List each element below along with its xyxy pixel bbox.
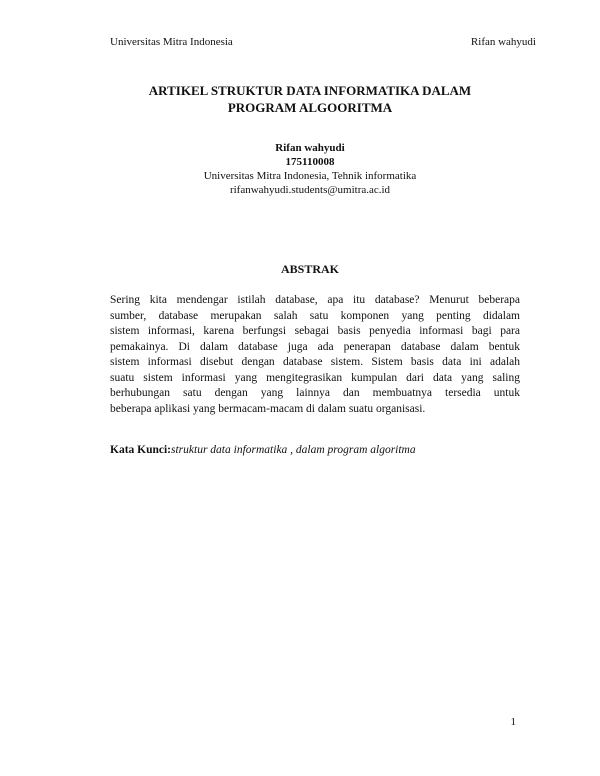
author-affiliation: Universitas Mitra Indonesia, Tehnik informatika [203, 170, 417, 182]
author-block [100, 141, 520, 197]
abstract-heading: ABSTRAK [280, 262, 339, 276]
keywords-label: Kata Kunci: [110, 444, 172, 456]
article-title [100, 82, 520, 116]
header-institution: Universitas Mitra Indonesia [110, 36, 233, 48]
author-email: rifanwahyudi.students@umitra.ac.id [229, 184, 391, 196]
author-name: Rifan wahyudi [275, 142, 345, 154]
header-author: Rifan wahyudi [470, 36, 536, 48]
abstract-body [110, 293, 520, 417]
abstract-line: sistem informasi disebut dengan database sistem. Sistem basis data ini adalah [110, 356, 520, 368]
title-line-1: ARTIKEL STRUKTUR DATA INFORMATIKA DALAM [148, 83, 472, 98]
keywords-value: struktur data informatika , dalam program algoritma [171, 444, 416, 456]
keywords [110, 444, 416, 456]
abstract-line: pemakainya. Di dalam database juga ada penerapan database dalam bentuk [110, 340, 520, 353]
abstract-line: sistem informasi, karena berfungsi sebagai basis penyedia informasi bagi para [110, 325, 520, 337]
title-line-2: PROGRAM ALGOORITMA [227, 100, 393, 115]
abstract-line: suatu sistem informasi yang mengitegrasikan kumpulan dari data yang saling [110, 371, 520, 384]
abstract-line: Sering kita mendengar istilah database, apa itu database? Menurut beberapa [110, 294, 520, 306]
abstract-line: sumber, database merupakan salah satu komponen yang penting didalam [110, 309, 520, 322]
abstract-line: beberapa aplikasi yang bermacam-macam di dalam suatu organisasi. [110, 402, 426, 415]
author-id: 175110008 [285, 156, 335, 168]
page-number: 1 [510, 716, 516, 728]
abstract-line: berhubungan satu dengan yang lainnya dan membuatnya tersedia untuk [110, 387, 520, 399]
